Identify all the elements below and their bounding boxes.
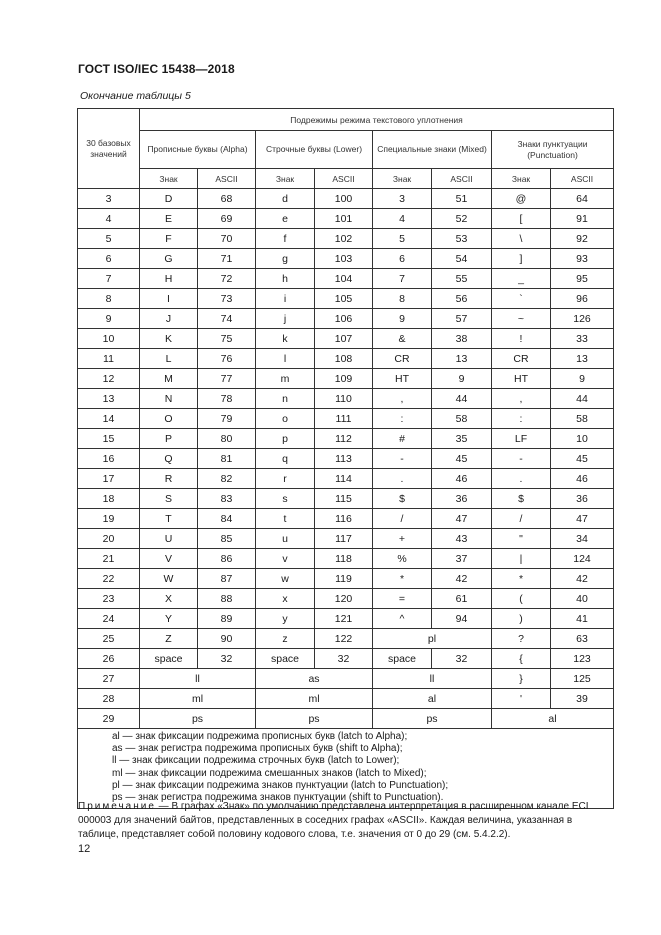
- legend-line: al — знак фиксации подрежима прописных букв (latch to Alpha);: [112, 731, 408, 742]
- table-cell: 70: [198, 229, 256, 249]
- row-base-value: 18: [78, 489, 140, 509]
- table-cell: 118: [315, 549, 373, 569]
- table-cell: ll: [140, 669, 256, 689]
- table-cell: 44: [551, 389, 614, 409]
- table-cell: ll: [373, 669, 492, 689]
- table-cell: 124: [551, 549, 614, 569]
- table-cell: [: [492, 209, 551, 229]
- table-cell: Y: [140, 609, 198, 629]
- table-row: [78, 389, 614, 409]
- table-cell: 92: [551, 229, 614, 249]
- table-cell: 106: [315, 309, 373, 329]
- table-row: [78, 449, 614, 469]
- table-cell: 125: [551, 669, 614, 689]
- table-cell: 63: [551, 629, 614, 649]
- table-row: [78, 249, 614, 269]
- table-cell: N: [140, 389, 198, 409]
- table-cell: as: [256, 669, 373, 689]
- table-cell: :: [373, 409, 432, 429]
- table-cell: 52: [432, 209, 492, 229]
- table-cell: R: [140, 469, 198, 489]
- table-cell: L: [140, 349, 198, 369]
- table-row: [78, 529, 614, 549]
- table-cell: 82: [198, 469, 256, 489]
- table-cell: 119: [315, 569, 373, 589]
- table-cell: 117: [315, 529, 373, 549]
- table-cell: 46: [432, 469, 492, 489]
- table-row: [78, 649, 614, 669]
- row-base-value: 11: [78, 349, 140, 369]
- row-base-value: 13: [78, 389, 140, 409]
- table-cell: LF: [492, 429, 551, 449]
- table-cell: 55: [432, 269, 492, 289]
- legend-line: as — знак регистра подрежима прописных букв (shift to Alpha);: [112, 743, 403, 755]
- table-cell: 9: [551, 369, 614, 389]
- table-cell: 87: [198, 569, 256, 589]
- table-cell: 95: [551, 269, 614, 289]
- table-cell: 8: [373, 289, 432, 309]
- row-base-value: 14: [78, 409, 140, 429]
- table-cell: j: [256, 309, 315, 329]
- table-cell: 56: [432, 289, 492, 309]
- legend-line: ml — знак фиксации подрежима смешанных знаков (latch to Mixed);: [112, 767, 427, 779]
- table-cell: }: [492, 669, 551, 689]
- table-cell: @: [492, 189, 551, 209]
- table-cell: ~: [492, 309, 551, 329]
- legend-line: pl — знак фиксации подрежима знаков пунктуации (latch to Punctuation);: [112, 779, 449, 791]
- row-base-value: 19: [78, 509, 140, 529]
- table-cell: 13: [551, 349, 614, 369]
- ascii-col-header: ASCII: [551, 169, 614, 189]
- table-row: [78, 229, 614, 249]
- table-cell: 86: [198, 549, 256, 569]
- table-cell: f: [256, 229, 315, 249]
- table-row: [78, 669, 614, 689]
- table-cell: &: [373, 329, 432, 349]
- table-cell: 75: [198, 329, 256, 349]
- table-cell: 35: [432, 429, 492, 449]
- table-cell: 39: [551, 689, 614, 709]
- table-cell: I: [140, 289, 198, 309]
- sign-col-header: Знак: [373, 169, 432, 189]
- table-cell: 36: [432, 489, 492, 509]
- table-cell: 32: [315, 649, 373, 669]
- table-cell: ': [492, 689, 551, 709]
- table-cell: *: [492, 569, 551, 589]
- table-cell: 58: [432, 409, 492, 429]
- sign-col-header: Знак: [140, 169, 198, 189]
- table-cell: \: [492, 229, 551, 249]
- table-cell: 120: [315, 589, 373, 609]
- table-row: [78, 569, 614, 589]
- table-cell: M: [140, 369, 198, 389]
- table-cell: i: [256, 289, 315, 309]
- table-cell: 6: [373, 249, 432, 269]
- table-cell: 81: [198, 449, 256, 469]
- table-cell: z: [256, 629, 315, 649]
- table-cell: HT: [492, 369, 551, 389]
- table-cell: 116: [315, 509, 373, 529]
- table-cell: 73: [198, 289, 256, 309]
- table-cell: ?: [492, 629, 551, 649]
- table-row: [78, 469, 614, 489]
- table-cell: 13: [432, 349, 492, 369]
- table-cell: d: [256, 189, 315, 209]
- table-cell: n: [256, 389, 315, 409]
- table-cell: 80: [198, 429, 256, 449]
- table-cell: 57: [432, 309, 492, 329]
- table-cell: K: [140, 329, 198, 349]
- table-cell: 89: [198, 609, 256, 629]
- table-cell: 3: [373, 189, 432, 209]
- table-cell: l: [256, 349, 315, 369]
- table-cell: 113: [315, 449, 373, 469]
- table-cell: 41: [551, 609, 614, 629]
- table-cell: al: [492, 709, 614, 729]
- legend-line: ll — знак фиксации подрежима строчных букв (latch to Lower);: [112, 755, 400, 767]
- table-cell: J: [140, 309, 198, 329]
- table-cell: x: [256, 589, 315, 609]
- table-cell: 34: [551, 529, 614, 549]
- table-cell: 9: [373, 309, 432, 329]
- table-cell: W: [140, 569, 198, 589]
- table-cell: y: [256, 609, 315, 629]
- sign-col-header: Знак: [256, 169, 315, 189]
- table-row: [78, 549, 614, 569]
- table-cell: ]: [492, 249, 551, 269]
- table-row: [78, 589, 614, 609]
- table-cell: 74: [198, 309, 256, 329]
- table-cell: T: [140, 509, 198, 529]
- table-row: [78, 489, 614, 509]
- table-cell: 53: [432, 229, 492, 249]
- table-cell: ): [492, 609, 551, 629]
- table-cell: h: [256, 269, 315, 289]
- table-cell: 122: [315, 629, 373, 649]
- table-row: [78, 429, 614, 449]
- row-base-value: 24: [78, 609, 140, 629]
- ascii-col-header: ASCII: [198, 169, 256, 189]
- table-cell: %: [373, 549, 432, 569]
- table-cell: 85: [198, 529, 256, 549]
- table-cell: U: [140, 529, 198, 549]
- table-cell: 71: [198, 249, 256, 269]
- note-text: — В графах «Знак» по умолчанию представлена интерпретация в расширенном канале ECI 000003 для значений байтов, представленных в соседних графах «ASCII». Каждая величина, указанная в таблице, представляет собой половину кодового слова, т.е. значения от 0 до 29 (см. 5.4.2.2).: [78, 801, 589, 840]
- row-base-value: 20: [78, 529, 140, 549]
- table-cell: .: [373, 469, 432, 489]
- table-cell: !: [492, 329, 551, 349]
- table-cell: CR: [492, 349, 551, 369]
- table-cell: 33: [551, 329, 614, 349]
- table-cell: 83: [198, 489, 256, 509]
- table-cell: 110: [315, 389, 373, 409]
- table-cell: (: [492, 589, 551, 609]
- table-cell: ": [492, 529, 551, 549]
- row-base-value: 22: [78, 569, 140, 589]
- table-cell: 112: [315, 429, 373, 449]
- table-cell: 10: [551, 429, 614, 449]
- table-cell: 90: [198, 629, 256, 649]
- table-cell: 91: [551, 209, 614, 229]
- table-cell: {: [492, 649, 551, 669]
- group-header-punctuation: Знаки пунктуации (Punctuation): [492, 131, 614, 169]
- table-cell: .: [492, 469, 551, 489]
- table-cell: S: [140, 489, 198, 509]
- table-cell: space: [140, 649, 198, 669]
- table-cell: ps: [373, 709, 492, 729]
- table-cell: 44: [432, 389, 492, 409]
- table-row: [78, 629, 614, 649]
- table-cell: H: [140, 269, 198, 289]
- table-cell: space: [373, 649, 432, 669]
- table-cell: 123: [551, 649, 614, 669]
- table-cell: 102: [315, 229, 373, 249]
- group-header-mixed: Специальные знаки (Mixed): [373, 131, 492, 169]
- table-cell: X: [140, 589, 198, 609]
- table-cell: q: [256, 449, 315, 469]
- table-cell: 54: [432, 249, 492, 269]
- row-base-value: 23: [78, 589, 140, 609]
- table-cell: $: [373, 489, 432, 509]
- table-cell: 43: [432, 529, 492, 549]
- table-cell: ml: [140, 689, 256, 709]
- table-cell: 37: [432, 549, 492, 569]
- table-cell: 45: [432, 449, 492, 469]
- table-cell: *: [373, 569, 432, 589]
- row-base-value: 5: [78, 229, 140, 249]
- table-row: [78, 369, 614, 389]
- row-base-value: 17: [78, 469, 140, 489]
- row-base-value: 6: [78, 249, 140, 269]
- table-cell: 32: [432, 649, 492, 669]
- table-cell: 47: [432, 509, 492, 529]
- table-cell: 38: [432, 329, 492, 349]
- row-base-value: 3: [78, 189, 140, 209]
- table-row: [78, 189, 614, 209]
- table-cell: O: [140, 409, 198, 429]
- row-base-value: 10: [78, 329, 140, 349]
- submodes-header: Подрежимы режима текстового уплотнения: [140, 109, 614, 131]
- table-cell: 36: [551, 489, 614, 509]
- base-values-header: 30 базовых значений: [78, 109, 140, 189]
- table-cell: 68: [198, 189, 256, 209]
- table-cell: 76: [198, 349, 256, 369]
- table-cell: 40: [551, 589, 614, 609]
- table-cell: -: [373, 449, 432, 469]
- table-cell: r: [256, 469, 315, 489]
- table-cell: 5: [373, 229, 432, 249]
- row-base-value: 9: [78, 309, 140, 329]
- table-row: [78, 689, 614, 709]
- table-row: [78, 409, 614, 429]
- table-cell: 46: [551, 469, 614, 489]
- row-base-value: 12: [78, 369, 140, 389]
- row-base-value: 16: [78, 449, 140, 469]
- table-cell: P: [140, 429, 198, 449]
- table-cell: 104: [315, 269, 373, 289]
- table-cell: #: [373, 429, 432, 449]
- table-cell: 114: [315, 469, 373, 489]
- table-cell: 45: [551, 449, 614, 469]
- table-cell: HT: [373, 369, 432, 389]
- table-note: [78, 800, 612, 842]
- table-cell: 79: [198, 409, 256, 429]
- table-cell: e: [256, 209, 315, 229]
- table-cell: pl: [373, 629, 492, 649]
- table-cell: 7: [373, 269, 432, 289]
- table-cell: 47: [551, 509, 614, 529]
- table-cell: 101: [315, 209, 373, 229]
- table-cell: /: [492, 509, 551, 529]
- row-base-value: 29: [78, 709, 140, 729]
- table-row: [78, 709, 614, 729]
- row-base-value: 25: [78, 629, 140, 649]
- table-cell: 100: [315, 189, 373, 209]
- table-cell: 111: [315, 409, 373, 429]
- page-number: 12: [78, 843, 91, 855]
- table-cell: 107: [315, 329, 373, 349]
- table-cell: $: [492, 489, 551, 509]
- table-row: [78, 289, 614, 309]
- table-cell: Q: [140, 449, 198, 469]
- table-cell: G: [140, 249, 198, 269]
- table-cell: 121: [315, 609, 373, 629]
- group-header-alpha: Прописные буквы (Alpha): [140, 131, 256, 169]
- table-cell: t: [256, 509, 315, 529]
- table-cell: u: [256, 529, 315, 549]
- table-row: [78, 269, 614, 289]
- table-cell: 42: [551, 569, 614, 589]
- table-cell: 32: [198, 649, 256, 669]
- table-cell: 9: [432, 369, 492, 389]
- table-cell: 94: [432, 609, 492, 629]
- table-cell: F: [140, 229, 198, 249]
- table-cell: 103: [315, 249, 373, 269]
- group-header-lower: Строчные буквы (Lower): [256, 131, 373, 169]
- table-cell: `: [492, 289, 551, 309]
- table-cell: Z: [140, 629, 198, 649]
- legend-cell: [78, 729, 614, 809]
- table-cell: 61: [432, 589, 492, 609]
- table-cell: s: [256, 489, 315, 509]
- ascii-col-header: ASCII: [315, 169, 373, 189]
- table-cell: _: [492, 269, 551, 289]
- row-base-value: 21: [78, 549, 140, 569]
- legend-row: [78, 729, 614, 809]
- row-base-value: 8: [78, 289, 140, 309]
- table-row: [78, 309, 614, 329]
- table-cell: 115: [315, 489, 373, 509]
- row-base-value: 7: [78, 269, 140, 289]
- table-cell: :: [492, 409, 551, 429]
- sign-col-header: Знак: [492, 169, 551, 189]
- table-cell: =: [373, 589, 432, 609]
- table-caption: Окончание таблицы 5: [80, 90, 191, 102]
- character-table: [77, 108, 614, 809]
- table-cell: 109: [315, 369, 373, 389]
- table-cell: o: [256, 409, 315, 429]
- table-cell: |: [492, 549, 551, 569]
- table-cell: space: [256, 649, 315, 669]
- row-base-value: 15: [78, 429, 140, 449]
- table-cell: k: [256, 329, 315, 349]
- table-cell: ps: [140, 709, 256, 729]
- table-cell: +: [373, 529, 432, 549]
- table-cell: 72: [198, 269, 256, 289]
- table-cell: w: [256, 569, 315, 589]
- table-cell: 105: [315, 289, 373, 309]
- ascii-col-header: ASCII: [432, 169, 492, 189]
- legend-line: ps — знак регистра подрежима знаков пунктуации (shift to Punctuation).: [112, 792, 444, 804]
- table-cell: -: [492, 449, 551, 469]
- row-base-value: 28: [78, 689, 140, 709]
- table-cell: 84: [198, 509, 256, 529]
- table-cell: ml: [256, 689, 373, 709]
- table-cell: 69: [198, 209, 256, 229]
- table-cell: 42: [432, 569, 492, 589]
- table-cell: v: [256, 549, 315, 569]
- table-cell: 77: [198, 369, 256, 389]
- table-cell: 93: [551, 249, 614, 269]
- table-row: [78, 509, 614, 529]
- table-cell: 78: [198, 389, 256, 409]
- table-cell: 51: [432, 189, 492, 209]
- table-cell: ^: [373, 609, 432, 629]
- table-cell: ,: [373, 389, 432, 409]
- table-row: [78, 349, 614, 369]
- table-cell: 108: [315, 349, 373, 369]
- table-cell: V: [140, 549, 198, 569]
- table-cell: ps: [256, 709, 373, 729]
- table-cell: ,: [492, 389, 551, 409]
- table-cell: 4: [373, 209, 432, 229]
- table-cell: 64: [551, 189, 614, 209]
- table-row: [78, 609, 614, 629]
- table-cell: 96: [551, 289, 614, 309]
- table-cell: g: [256, 249, 315, 269]
- table-cell: /: [373, 509, 432, 529]
- table-cell: D: [140, 189, 198, 209]
- table-cell: CR: [373, 349, 432, 369]
- table-row: [78, 209, 614, 229]
- row-base-value: 4: [78, 209, 140, 229]
- table-cell: p: [256, 429, 315, 449]
- document-header: ГОСТ ISO/IEC 15438—2018: [78, 62, 235, 76]
- note-label: Примечание: [78, 801, 156, 812]
- table-cell: E: [140, 209, 198, 229]
- table-cell: al: [373, 689, 492, 709]
- table-row: [78, 329, 614, 349]
- row-base-value: 27: [78, 669, 140, 689]
- table-cell: 58: [551, 409, 614, 429]
- table-cell: 126: [551, 309, 614, 329]
- table-cell: 88: [198, 589, 256, 609]
- row-base-value: 26: [78, 649, 140, 669]
- table-cell: m: [256, 369, 315, 389]
